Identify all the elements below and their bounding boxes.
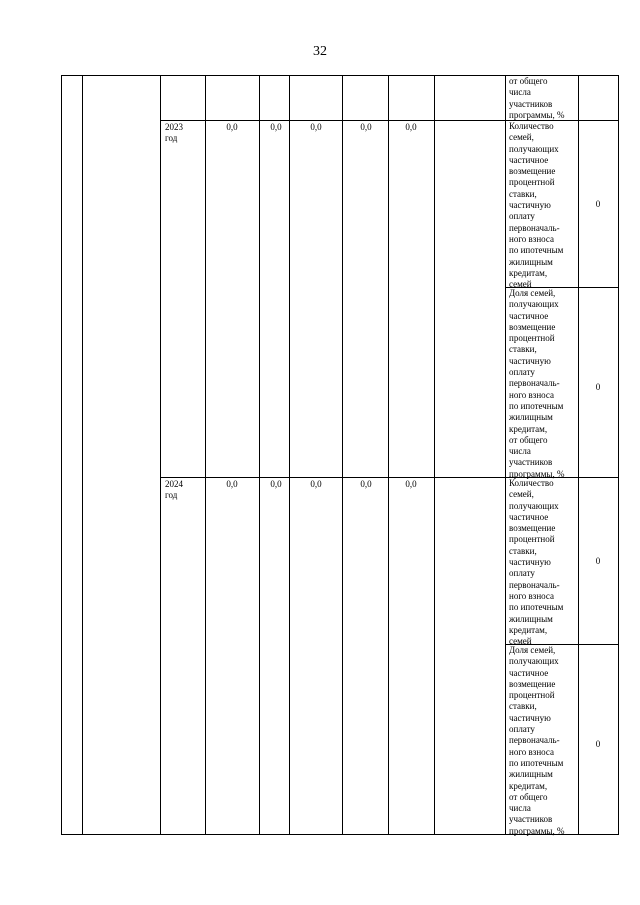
value-cell: 0,0 xyxy=(360,479,372,489)
indicator-text: Доля семей, получающих частичное возмещение процентной ставки, частичную оплату первоначаль- ного взноса по ипотечным жилищным кредитам, от общего числа участников программы, % xyxy=(509,645,565,836)
page-number: 32 xyxy=(313,44,327,59)
table-border-right xyxy=(618,75,619,835)
column-divider xyxy=(388,75,389,835)
value-cell: 0,0 xyxy=(405,479,417,489)
column-divider xyxy=(578,75,579,835)
indicator-text: Доля семей, получающих частичное возмещение процентной ставки, частичную оплату первоначаль- ного взноса по ипотечным жилищным кредитам, от общего числа участников программы, % xyxy=(509,288,565,479)
column-divider xyxy=(82,75,83,835)
column-divider xyxy=(434,75,435,835)
value-cell: 0,0 xyxy=(310,122,322,132)
year-cell: 2024 год xyxy=(165,479,183,500)
value-cell: 0,0 xyxy=(270,479,282,489)
value-cell: 0,0 xyxy=(360,122,372,132)
column-divider xyxy=(289,75,290,835)
value-cell: 0,0 xyxy=(405,122,417,132)
indicator-text: от общего числа участников программы, % xyxy=(509,76,565,120)
indicator-value: 0 xyxy=(595,556,601,566)
year-cell: 2023 год xyxy=(165,122,183,143)
column-divider xyxy=(160,75,161,835)
value-cell: 0,0 xyxy=(226,122,238,132)
indicator-text: Количество семей, получающих частичное возмещение процентной ставки, частичную оплату первоначаль- ного взноса по ипотечным жилищным кредитам, семей xyxy=(509,121,564,290)
table-border-left xyxy=(61,75,62,835)
column-divider xyxy=(505,75,506,835)
indicator-value: 0 xyxy=(595,739,601,749)
indicator-value: 0 xyxy=(595,199,601,209)
column-divider xyxy=(205,75,206,835)
value-cell: 0,0 xyxy=(310,479,322,489)
column-divider xyxy=(259,75,260,835)
column-divider xyxy=(342,75,343,835)
indicator-value: 0 xyxy=(595,382,601,392)
value-cell: 0,0 xyxy=(270,122,282,132)
value-cell: 0,0 xyxy=(226,479,238,489)
indicator-text: Количество семей, получающих частичное возмещение процентной ставки, частичную оплату первоначаль- ного взноса по ипотечным жилищным кредитам, семей xyxy=(509,478,564,647)
